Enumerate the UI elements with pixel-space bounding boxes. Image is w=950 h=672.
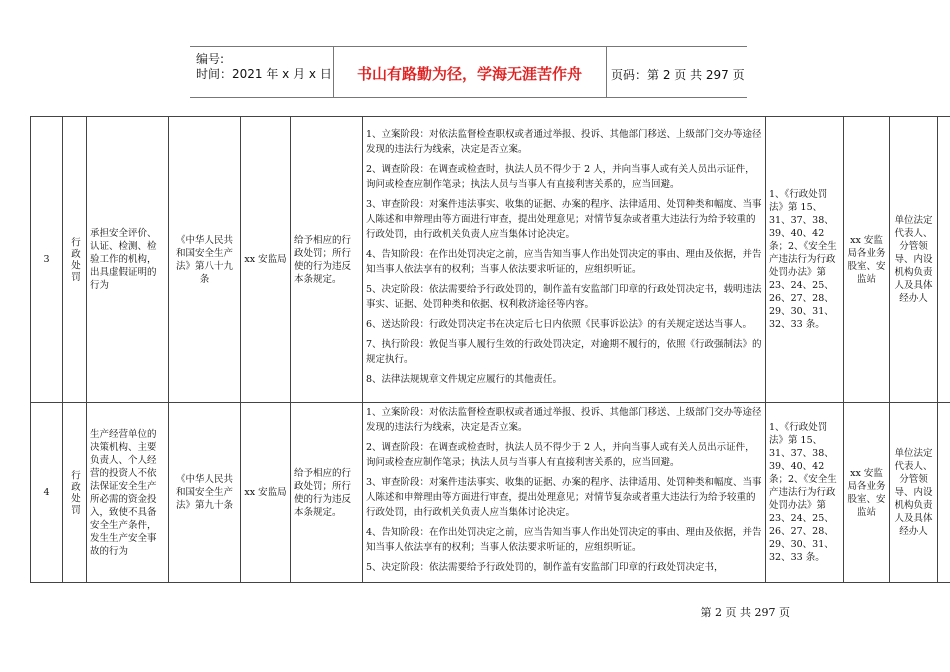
power-item: 承担安全评价、认证、检测、检验工作的机构，出具虚假证明的行为	[87, 117, 169, 403]
procedure-cell	[363, 117, 766, 403]
page-number-label: 页码：第 2 页 共 297 页	[611, 68, 745, 82]
power-item: 生产经营单位的决策机构、主要负责人、个人经营的投资人不依法保证安全生产所必需的资金投入，致使不具备安全生产条件，发生生产安全事故的行为	[87, 403, 169, 583]
procedure-step: 8、法律法规规章文件规定应履行的其他责任。	[366, 374, 563, 385]
procedure-step: 5、决定阶段：依法需要给予行政处罚的，制作盖有安监部门印章的行政处罚决定书，载明违法事实、证据、处罚种类和依据、权利救济途径等内容。	[366, 284, 762, 310]
serial-label: 编号:	[196, 52, 225, 66]
power-type-cell	[63, 117, 87, 403]
header-meta	[190, 47, 334, 97]
procedure-step: 1、立案阶段：对依法监督检查职权或者通过举报、投诉、其他部门移送、上级部门交办等途径发现的违法行为线索，决定是否立案。	[366, 407, 762, 433]
page-footer: 第 2 页 共 297 页	[700, 606, 790, 619]
responsible-dept: xx 安监局	[241, 403, 291, 583]
table-row	[31, 403, 950, 583]
legal-basis: 《中华人民共和国安全生产法》第九十条	[169, 403, 241, 583]
procedure-step: 7、执行阶段：敦促当事人履行生效的行政处罚决定，对逾期不履行的，依照《行政强制法》的规定执行。	[366, 339, 762, 365]
legal-basis: 《中华人民共和国安全生产法》第八十九条	[169, 117, 241, 403]
procedure-step: 2、调查阶段：在调查或检查时，执法人员不得少于 2 人，并向当事人或有关人员出示证件，询问或检查应制作笔录；执法人员与当事人有直接利害关系的，应当回避。	[366, 164, 755, 190]
responsible-person: 单位法定代表人、分管领导、内设机构负责人及具体经办人	[890, 117, 938, 403]
table-row	[31, 117, 950, 403]
responsible-person: 单位法定代表人、分管领导、内设机构负责人及具体经办人	[890, 403, 938, 583]
penalty-result: 给予相应的行政处罚；所行使的行为违反本条规定。	[291, 403, 363, 583]
procedure-step: 6、送达阶段：行政处罚决定书在决定后七日内依照《民事诉讼法》的有关规定送达当事人。	[366, 319, 753, 330]
procedure-step: 4、告知阶段：在作出处罚决定之前，应当告知当事人作出处罚决定的事由、理由及依据，并告知当事人依法享有的权利；当事人依法要求听证的，应组织听证。	[366, 527, 762, 553]
procedure-step: 3、审查阶段：对案件违法事实、收集的证据、办案的程序、法律适用、处罚种类和幅度、当事人陈述和申辩理由等方面进行审查，提出处理意见；对情节复杂或者重大违法行为给予较重的行政处罚，由行政机关负责人应当集体讨论决定。	[366, 199, 762, 240]
row-number: 3	[31, 117, 63, 403]
row-number: 4	[31, 403, 63, 583]
power-type-cell	[63, 403, 87, 583]
procedure-step: 4、告知阶段：在作出处罚决定之前，应当告知当事人作出处罚决定的事由、理由及依据，并告知当事人依法享有的权利；当事人依法要求听证的，应组织听证。	[366, 249, 762, 275]
procedure-step: 1、立案阶段：对依法监督检查职权或者通过举报、投诉、其他部门移送、上级部门交办等途径发现的违法行为线索，决定是否立案。	[366, 129, 762, 155]
date-label: 时间：2021 年 x 月 x 日	[196, 67, 332, 81]
handling-office: xx 安监局各业务股室、安监站	[844, 403, 890, 583]
power-type: 行政处罚	[69, 469, 80, 516]
handling-office: xx 安监局各业务股室、安监站	[844, 117, 890, 403]
blank-cell	[938, 403, 950, 583]
header-motto-cell	[333, 47, 607, 97]
responsible-dept: xx 安监局	[241, 117, 291, 403]
law-reference: 1、《行政处罚法》第 15、31、37、38、39、40、42 条；2、《安全生产违法行为行政处罚办法》第 23、24、25、26、27、28、29、30、31、32、33 条。	[766, 117, 844, 403]
penalty-result: 给予相应的行政处罚；所行使的行为违反本条规定。	[291, 117, 363, 403]
procedure-step: 2、调查阶段：在调查或检查时，执法人员不得少于 2 人，并向当事人或有关人员出示证件，询问或检查应制作笔录；执法人员与当事人有直接利害关系的，应当回避。	[366, 442, 755, 468]
procedure-step: 3、审查阶段：对案件违法事实、收集的证据、办案的程序、法律适用、处罚种类和幅度、当事人陈述和申辩理由等方面进行审查，提出处理意见；对情节复杂或者重大违法行为给予较重的行政处罚，由行政机关负责人应当集体讨论决定。	[366, 477, 762, 518]
blank-cell	[938, 117, 950, 403]
motto-text: 书山有路勤为径，学海无涯苦作舟	[356, 65, 582, 83]
header-page-cell	[606, 47, 747, 97]
power-list-table	[30, 116, 950, 583]
power-type: 行政处罚	[69, 236, 80, 283]
procedure-step: 5、决定阶段：依法需要给予行政处罚的，制作盖有安监部门印章的行政处罚决定书，	[366, 562, 724, 573]
page-header	[190, 46, 747, 98]
procedure-cell	[363, 403, 766, 583]
law-reference: 1、《行政处罚法》第 15、31、37、38、39、40、42 条；2、《安全生产违法行为行政处罚办法》第 23、24、25、26、27、28、29、30、31、32、33 条。	[766, 403, 844, 583]
